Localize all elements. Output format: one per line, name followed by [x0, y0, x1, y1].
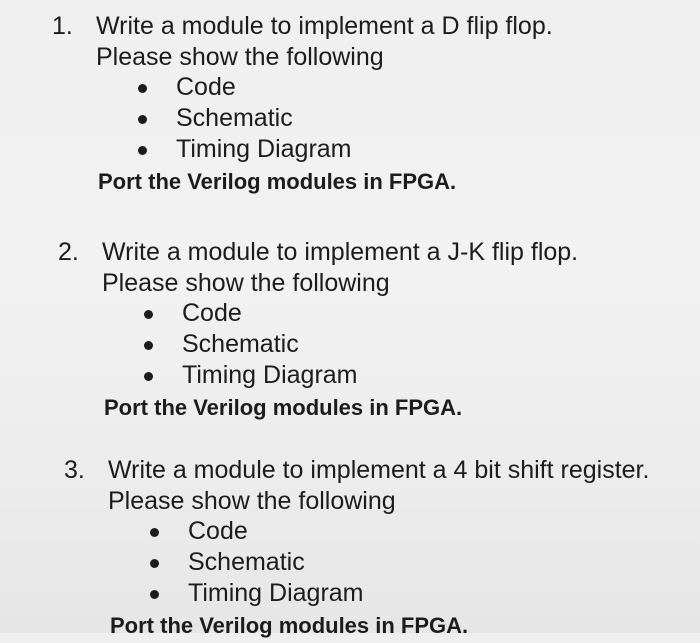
task-title: Write a module to implement a J-K flip flop.	[102, 238, 579, 266]
bullet-icon	[144, 341, 153, 350]
task-number: 1.	[52, 12, 73, 40]
list-item-label: Code	[176, 73, 236, 101]
list-item	[140, 360, 578, 391]
bullet-list	[64, 516, 649, 609]
list-item	[146, 578, 649, 609]
task-instruction: Please show the following	[108, 487, 396, 515]
list-item-label: Code	[188, 517, 248, 545]
list-item-label: Schematic	[188, 548, 305, 576]
list-item	[146, 547, 649, 578]
bullet-icon	[144, 310, 153, 319]
task-1	[52, 10, 553, 199]
bullet-list	[58, 298, 578, 391]
list-item-label: Timing Diagram	[188, 579, 364, 607]
list-item-label: Timing Diagram	[176, 135, 352, 163]
bullet-icon	[138, 146, 147, 155]
list-item	[140, 298, 578, 329]
task-heading	[58, 236, 578, 268]
bullet-icon	[138, 84, 147, 93]
task-title: Write a module to implement a 4 bit shift register.	[108, 456, 650, 484]
task-instruction: Please show the following	[102, 269, 390, 297]
task-title: Write a module to implement a D flip flop.	[96, 12, 553, 40]
list-item	[134, 72, 553, 103]
task-instruction: Please show the following	[96, 43, 384, 71]
list-item	[140, 329, 578, 360]
bullet-icon	[144, 372, 153, 381]
port-instruction: Port the Verilog modules in FPGA.	[104, 395, 463, 420]
list-item-label: Code	[182, 299, 242, 327]
bullet-icon	[150, 528, 159, 537]
task-number: 3.	[64, 456, 85, 484]
bullet-icon	[138, 115, 147, 124]
task-number: 2.	[58, 238, 79, 266]
list-item-label: Schematic	[176, 104, 293, 132]
task-heading	[64, 454, 649, 486]
port-instruction: Port the Verilog modules in FPGA.	[110, 613, 469, 638]
list-item	[134, 103, 553, 134]
bullet-icon	[150, 559, 159, 568]
task-3	[64, 454, 649, 643]
list-item	[146, 516, 649, 547]
bullet-icon	[150, 590, 159, 599]
list-item	[134, 134, 553, 165]
list-item-label: Schematic	[182, 330, 299, 358]
bullet-list	[52, 72, 553, 165]
list-item-label: Timing Diagram	[182, 361, 358, 389]
task-2	[58, 236, 578, 425]
port-instruction: Port the Verilog modules in FPGA.	[98, 169, 457, 194]
task-heading	[52, 10, 553, 42]
